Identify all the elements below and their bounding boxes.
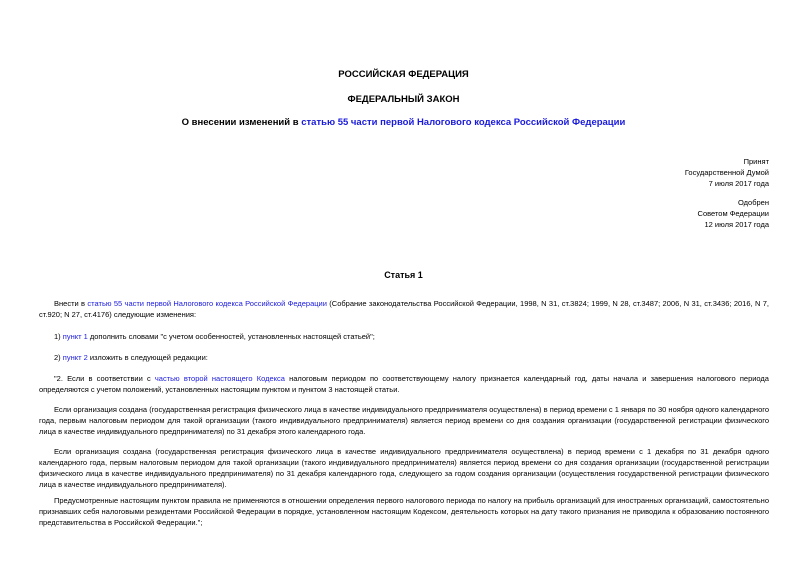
point-1-link[interactable]: пункт 1	[62, 332, 88, 341]
point-2-link[interactable]: пункт 2	[62, 353, 88, 362]
approved-line-1: Одобрен	[738, 198, 769, 207]
paragraph-item-2	[39, 352, 769, 363]
accepted-block	[685, 156, 769, 189]
approved-block	[698, 197, 769, 230]
country-heading: РОССИЙСКАЯ ФЕДЕРАЦИЯ	[338, 69, 469, 80]
accepted-line-3: 7 июля 2017 года	[708, 179, 769, 188]
article-55-link[interactable]: статью 55 части первой Налогового кодекса Российской Федерации	[87, 299, 327, 308]
article-heading: Статья 1	[384, 270, 423, 280]
paragraph-december: Если организация создана (государственная регистрация физического лица в качестве индивидуального предпринимателя осуществлена) в период времени с 1 декабря по 31 декабря одного календарного года, первым налоговым периодом для такой организации (такого индивидуального предпринимателя) является период времени со дня создания организации (государственной регистрации физического лица в качестве индивидуального предпринимателя) по 31 декабря календарного года, следующего за годом создания организации (осуществления государственной регистрации физического лица в качестве индивидуального предпринимателя).	[39, 447, 769, 489]
approved-line-2: Советом Федерации	[697, 209, 769, 218]
item-1-pre: 1)	[54, 332, 63, 341]
paragraph-exceptions: Предусмотренные настоящим пунктом правила не применяются в отношении определения первого налогового периода по налогу на прибыль организаций для иностранных организаций, самостоятельно признавших себя налоговыми резидентами Российской Федерации в порядке, установленном настоящим Кодексом, деятельность которых на дату такого признания не приводила к образованию постоянного представительства в Российской Федерации.";	[39, 496, 769, 527]
law-title-link[interactable]: статью 55 части первой Налогового кодекса Российской Федерации	[301, 117, 626, 128]
accepted-line-1: Принят	[743, 157, 769, 166]
accepted-line-2: Государственной Думой	[684, 168, 769, 177]
law-type-heading: ФЕДЕРАЛЬНЫЙ ЗАКОН	[347, 94, 460, 105]
approved-line-3: 12 июля 2017 года	[704, 220, 769, 229]
item-1-post: дополнить словами "с учетом особенностей, установленных настоящей статьей";	[87, 332, 375, 341]
law-title-prefix: О внесении изменений в	[181, 117, 302, 128]
law-title	[0, 117, 807, 128]
paragraph-intro-post: (Собрание законодательства Российской Федерации, 1998, N 31, ст.3824; 1999, N 28, ст.3487; 2006, N 31, ст.3436; 2016, N 7, ст.920; N 27, ст.4176) следующие изменения:	[39, 299, 769, 319]
item-2-post: изложить в следующей редакции:	[87, 353, 208, 362]
paragraph-intro	[39, 298, 769, 320]
item-2-pre: 2)	[54, 353, 63, 362]
paragraph-new-point-2	[39, 373, 769, 395]
new-point-2-pre: "2. Если в соответствии с	[54, 374, 155, 383]
paragraph-item-1	[39, 331, 769, 342]
part-two-link[interactable]: частью второй настоящего Кодекса	[154, 374, 285, 383]
paragraph-jan-nov: Если организация создана (государственная регистрация физического лица в качестве индивидуального предпринимателя осуществлена) в период времени с 1 января по 30 ноября одного календарного года, первым налоговым периодом для такой организации (такого индивидуального предпринимателя) является период времени со дня создания организации (государственной регистрации физического лица в качестве индивидуального предпринимателя) по 31 декабря этого календарного года.	[39, 405, 769, 436]
new-point-2-post: налоговым периодом по соответствующему налогу признается календарный год, даты начала и завершения налогового периода определяются с учетом положений, установленных настоящим пунктом и пунктом 3 настоящей статьи.	[39, 374, 769, 394]
paragraph-intro-pre: Внести в	[54, 299, 88, 308]
